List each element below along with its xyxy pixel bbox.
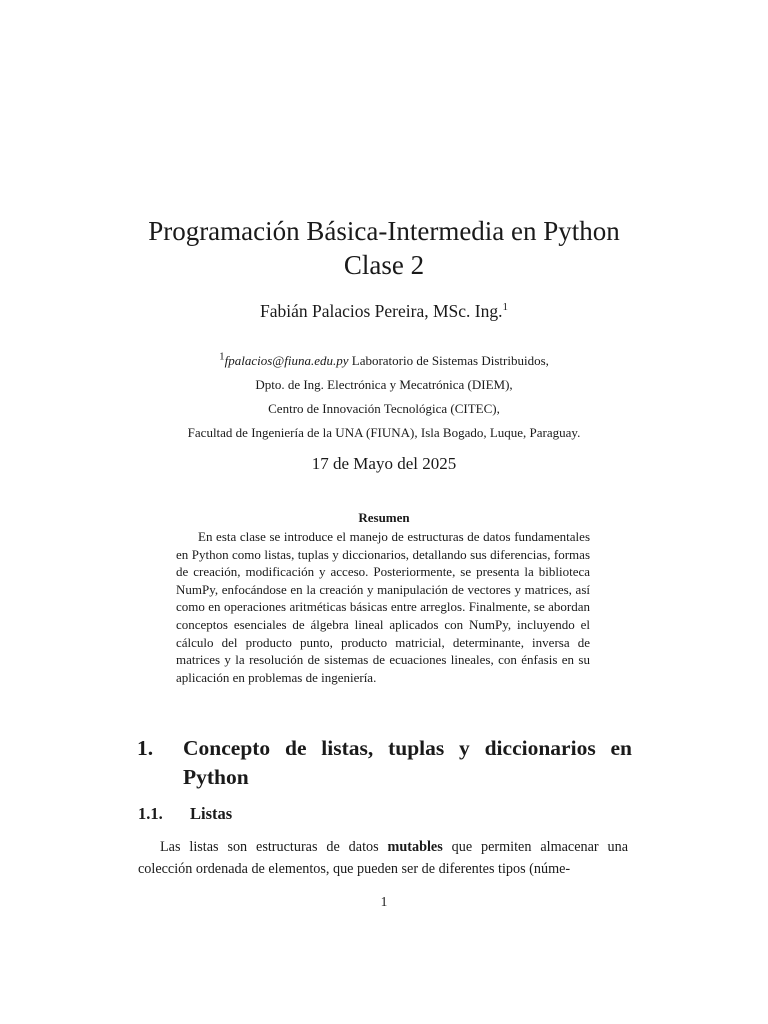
body-bold-term: mutables <box>387 839 443 855</box>
body-text-end: que permiten almacenar una colección ordenada de elementos, que pueden ser de diferentes tipos (núme- <box>138 839 628 877</box>
author-affil-marker: 1 <box>502 301 508 314</box>
affil-lab: Laboratorio de Sistemas Distribuidos, <box>348 353 549 368</box>
abstract-text: En esta clase se introduce el manejo de estructuras de datos fundamentales en Python como listas, tuplas y diccionarios, detallando sus diferencias, formas de creación, modificación y acceso. Posteriormente, se presenta la biblioteca NumPy, enfocándose en la creación y manipulación de vectores y matrices, así como en operaciones aritméticas básicas entre arreglos. Finalmente, se abordan conceptos esenciales de álgebra lineal aplicados con NumPy, incluyendo el cálculo del producto punto, producto matricial, determinante, inversa de matrices y la resolución de sistemas de ecuaciones lineales, con énfasis en su aplicación en problemas de ingeniería. <box>176 529 590 685</box>
document-date: 17 de Mayo del 2025 <box>311 454 457 473</box>
affiliation-line-3: Centro de Innovación Tecnológica (CITEC), <box>268 401 500 416</box>
subsection-number: 1.1. <box>138 804 163 823</box>
section-title: Concepto de listas, tuplas y diccionarios en Python <box>183 736 632 789</box>
title-block <box>0 214 768 282</box>
author-email: fpalacios@fiuna.edu.py <box>224 353 349 368</box>
author-line <box>0 301 768 322</box>
abstract-heading: Resumen <box>358 510 410 525</box>
subsection-title: Listas <box>190 804 233 823</box>
affiliation-block <box>0 349 768 445</box>
document-subtitle: Clase 2 <box>343 250 425 280</box>
subsection-heading <box>138 804 232 824</box>
section-number: 1. <box>137 736 154 760</box>
affiliation-line-2: Dpto. de Ing. Electrónica y Mecatrónica (DIEM), <box>255 377 513 392</box>
body-paragraph <box>138 836 628 880</box>
document-title: Programación Básica-Intermedia en Python <box>148 216 620 246</box>
affiliation-line-4: Facultad de Ingeniería de la UNA (FIUNA), Isla Bogado, Luque, Paraguay. <box>187 425 581 440</box>
affiliation-line-1 <box>0 349 768 373</box>
author-name: Fabián Palacios Pereira, MSc. Ing. <box>259 301 503 321</box>
page-number: 1 <box>380 894 388 909</box>
section-heading <box>137 734 632 792</box>
affil-marker: 1 <box>219 350 225 363</box>
body-text-start: Las listas son estructuras de datos <box>160 839 388 855</box>
